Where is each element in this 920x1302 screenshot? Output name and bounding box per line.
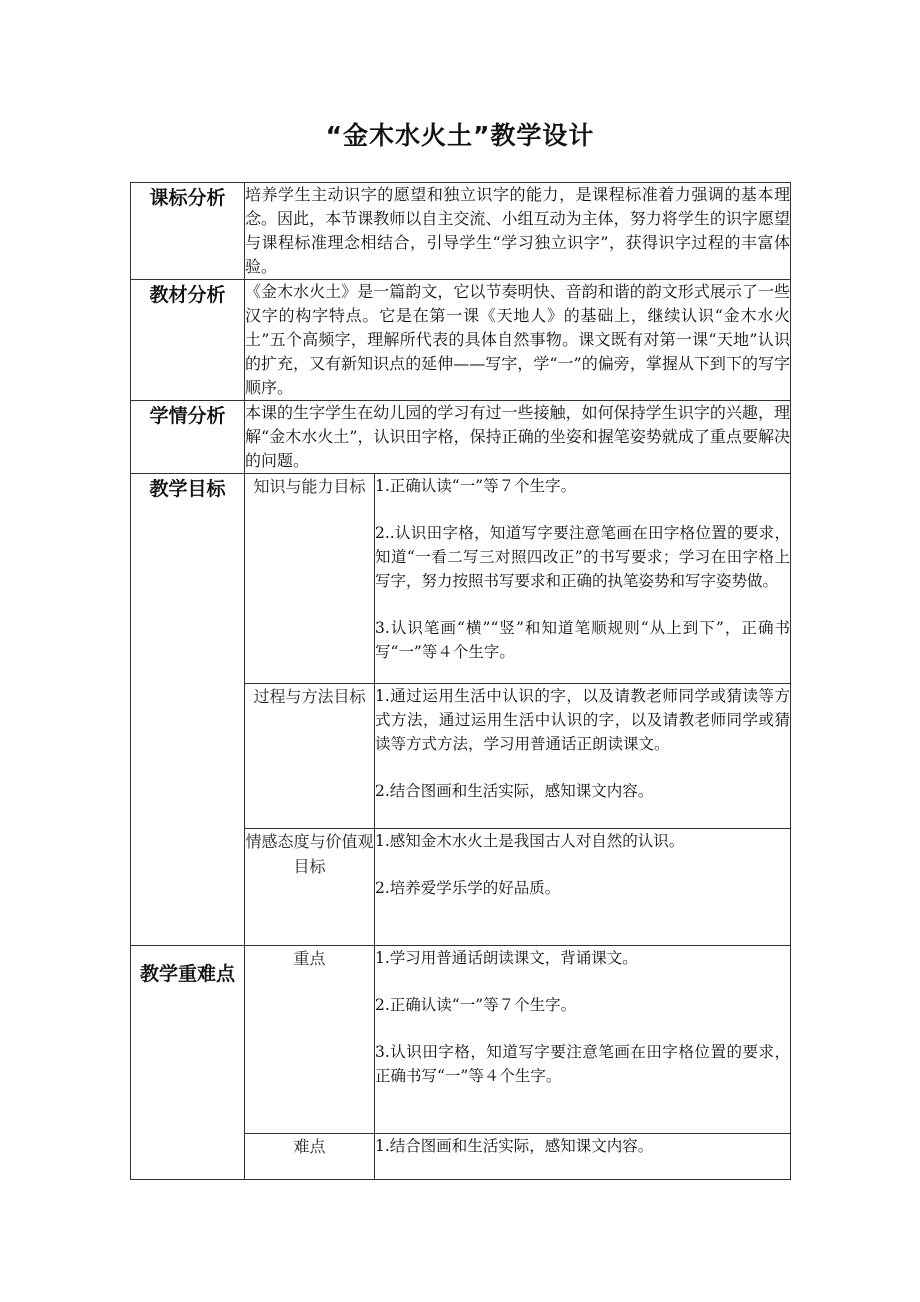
page-title: “金木水火土”教学设计 — [325, 121, 595, 150]
curriculum-label: 课标分析 — [131, 183, 245, 280]
knowledge-goal-1: 1.正确认读“一”等７个生字。 — [375, 477, 577, 495]
curriculum-row — [131, 183, 791, 280]
focus-item-3: 3.认识田字格，知道写字要注意笔画在田字格位置的要求，正确书写“一”等４个生字。 — [375, 1043, 790, 1085]
learners-text: 本课的生字学生在幼儿园的学习有过一些接触，如何保持学生识字的兴趣，理解“金木水火土”，认识田字格，保持正确的坐姿和握笔姿势就成了重点要解决的问题。 — [245, 401, 791, 474]
key-points-label: 教学重难点 — [131, 946, 245, 1180]
knowledge-goal-3: 3.认识笔画“横”“竖”和知道笔顺规则“从上到下”，正确书写“一”等４个生字。 — [375, 619, 790, 661]
process-goal-1: 1.通过运用生活中认识的字，以及请教老师同学或猜读等方式方法，通过运用生活中认识的字，以及请教老师同学或猜读等方式方法，学习用普通话正朗读课文。 — [375, 687, 790, 753]
emotion-goal-2: 2.培养爱学乐学的好品质。 — [375, 879, 561, 897]
objectives-label: 教学目标 — [131, 474, 245, 946]
difficulty-items — [375, 1134, 791, 1180]
focus-items — [375, 946, 791, 1134]
focus-label: 重点 — [245, 946, 375, 1134]
curriculum-text: 培养学生主动识字的愿望和独立识字的能力，是课程标准着力强调的基本理念。因此，本节课教师以自主交流、小组互动为主体，努力将学生的识字愿望与课程标准理念相结合，引导学生“学习独立识字”，获得识字过程的丰富体验。 — [245, 183, 791, 280]
learners-label: 学情分析 — [131, 401, 245, 474]
lesson-plan-table — [130, 182, 791, 1180]
focus-item-2: 2.正确认读“一”等７个生字。 — [375, 996, 577, 1014]
process-goals — [375, 684, 791, 829]
knowledge-label: 知识与能力目标 — [245, 474, 375, 684]
focus-row — [131, 946, 791, 1134]
knowledge-goals — [375, 474, 791, 684]
knowledge-goal-2: 2..认识田字格，知道写字要注意笔画在田字格位置的要求，知道“一看二写三对照四改正”的书写要求；学习在田字格上写字，努力按照书写要求和正确的执笔姿势和写字姿势做。 — [375, 524, 790, 590]
material-label: 教材分析 — [131, 280, 245, 401]
difficulty-label: 难点 — [245, 1134, 375, 1180]
process-goal-2: 2.结合图画和生活实际，感知课文内容。 — [375, 782, 654, 800]
material-row — [131, 280, 791, 401]
focus-item-1: 1.学习用普通话朗读课文，背诵课文。 — [375, 949, 638, 967]
difficulty-item-1: 1.结合图画和生活实际，感知课文内容。 — [375, 1137, 654, 1155]
material-text: 《金木水火土》是一篇韵文，它以节奏明快、音韵和谐的韵文形式展示了一些汉字的构字特点。它是在第一课《天地人》的基础上，继续认识“金木水火土”五个高频字，理解所代表的具体自然事物。课文既有对第一课“天地”认识的扩充，又有新知识点的延伸——写字，学“一”的偏旁，掌握从下到下的写字顺序。 — [245, 280, 791, 401]
learners-row — [131, 401, 791, 474]
objective-knowledge-row — [131, 474, 791, 684]
emotion-label: 情感态度与价值观目标 — [245, 829, 375, 946]
emotion-goal-1: 1.感知金木水火土是我国古人对自然的认识。 — [375, 832, 685, 850]
process-label: 过程与方法目标 — [245, 684, 375, 829]
emotion-goals — [375, 829, 791, 946]
